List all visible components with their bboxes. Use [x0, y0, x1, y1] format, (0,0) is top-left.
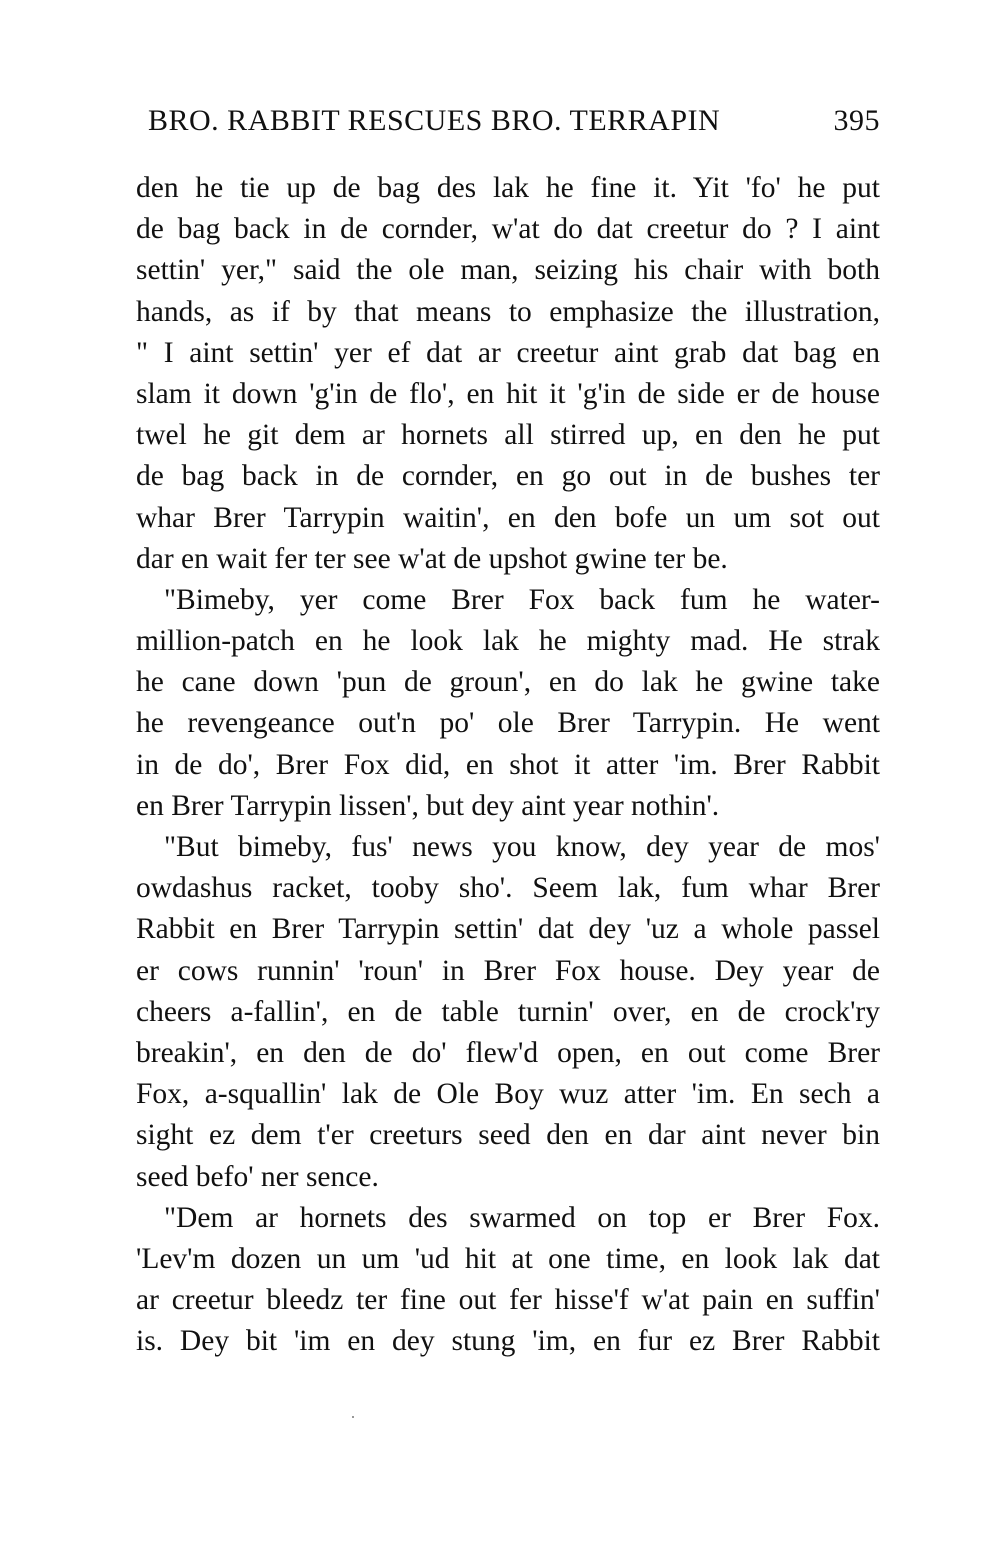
text-line: in de do', Brer Fox did, en shot it atter 'im. Brer Rabbit [136, 748, 880, 781]
text-line: Fox, a-squallin' lak de Ole Boy wuz atter 'im. En sech a [136, 1078, 880, 1111]
text-line: "Dem ar hornets des swarmed on top er Brer Fox. [164, 1201, 880, 1234]
body-text [136, 168, 880, 1362]
page-number: 395 [833, 104, 880, 137]
text-line: de bag back in de cornder, w'at do dat creetur do ? I aint [136, 213, 880, 246]
text-line: is. Dey bit 'im en dey stung 'im, en fur ez Brer Rabbit [136, 1325, 880, 1358]
text-line: twel he git dem ar hornets all stirred up, en den he put [136, 419, 880, 452]
text-line: de bag back in de cornder, en go out in de bushes ter [136, 460, 880, 493]
running-title: BRO. RABBIT RESCUES BRO. TERRAPIN [148, 104, 721, 137]
text-line: settin' yer," said the ole man, seizing his chair with both [136, 254, 880, 287]
text-line: owdashus racket, tooby sho'. Seem lak, fum whar Brer [136, 872, 880, 905]
text-line: slam it down 'g'in de flo', en hit it 'g'in de side er de house [136, 377, 880, 410]
text-line: breakin', en den de do' flew'd open, en out come Brer [136, 1036, 880, 1069]
text-line: whar Brer Tarrypin waitin', en den bofe un um sot out [136, 501, 880, 534]
text-line: he cane down 'pun de groun', en do lak he gwine take [136, 666, 880, 699]
text-line: sight ez dem t'er creeturs seed den en dar aint never bin [136, 1119, 880, 1152]
text-line: million-patch en he look lak he mighty mad. He strak [136, 625, 880, 658]
text-line: cheers a-fallin', en de table turnin' over, en de crock'ry [136, 995, 880, 1028]
text-line: hands, as if by that means to emphasize the illustration, [136, 295, 880, 328]
text-line: dar en wait fer ter see w'at de upshot gwine ter be. [136, 542, 728, 575]
text-line: " I aint settin' yer ef dat ar creetur aint grab dat bag en [136, 336, 880, 369]
text-line: 'Lev'm dozen un um 'ud hit at one time, en look lak dat [136, 1242, 880, 1275]
text-line: "But bimeby, fus' news you know, dey year de mos' [164, 831, 880, 863]
running-head [148, 104, 880, 144]
text-line: he revengeance out'n po' ole Brer Tarrypin. He went [136, 707, 880, 740]
text-line: den he tie up de bag des lak he fine it. Yit 'fo' he put [136, 172, 880, 204]
ink-speck [352, 1416, 354, 1418]
text-line: seed befo' ner sence. [136, 1160, 379, 1193]
text-line: Rabbit en Brer Tarrypin settin' dat dey 'uz a whole passel [136, 913, 880, 946]
text-line: er cows runnin' 'roun' in Brer Fox house. Dey year de [136, 954, 880, 987]
text-line: en Brer Tarrypin lissen', but dey aint year nothin'. [136, 789, 720, 822]
text-line: "Bimeby, yer come Brer Fox back fum he water- [164, 583, 880, 616]
text-line: ar creetur bleedz ter fine out fer hisse'f w'at pain en suffin' [136, 1284, 880, 1317]
